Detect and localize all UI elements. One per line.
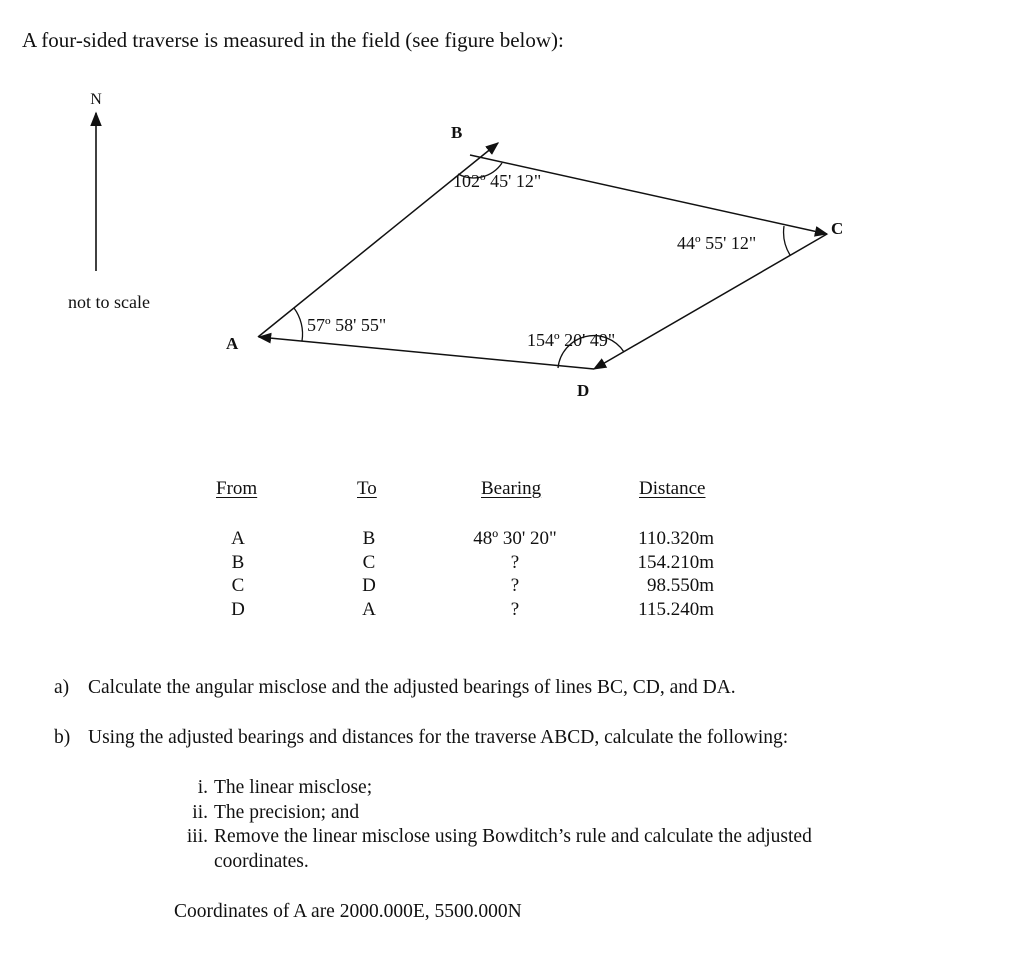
list-item-continuation: coordinates. xyxy=(214,850,309,872)
point-label-c: C xyxy=(831,219,844,238)
table-cell: C xyxy=(362,551,376,573)
question-b xyxy=(54,727,788,749)
question-b-label: b) xyxy=(54,727,71,748)
table-cell: C xyxy=(231,575,245,596)
list-item xyxy=(172,776,812,801)
table-cell: ? xyxy=(510,551,520,573)
table-header-distance: Distance xyxy=(639,478,706,499)
north-label: N xyxy=(90,91,102,108)
question-a-label: a) xyxy=(54,677,70,698)
question-b-text: Using the adjusted bearings and distances for the traverse ABCD, calculate the following: xyxy=(88,727,789,748)
table-column-distance xyxy=(614,527,714,621)
list-item-number: ii. xyxy=(192,801,208,823)
point-label-b: B xyxy=(451,123,463,142)
question-a xyxy=(54,677,736,699)
table-cell: D xyxy=(362,575,376,596)
table-cell: A xyxy=(362,598,376,620)
question-a-text: Calculate the angular misclose and the adjusted bearings of lines BC, CD, and DA. xyxy=(88,677,736,698)
table-cell: 48º 30' 20" xyxy=(473,528,557,549)
line-c-d xyxy=(594,234,827,369)
angle-label-a: 57º 58' 55" xyxy=(307,315,387,335)
point-label-d: D xyxy=(577,381,590,400)
table-cell: B xyxy=(231,551,245,573)
table-column-bearing xyxy=(466,527,564,621)
list-item-number: iii. xyxy=(186,826,208,847)
table-cell: B xyxy=(362,528,376,549)
list-item-number: i. xyxy=(197,777,208,798)
angle-label-b: 102º 45' 12" xyxy=(453,171,542,191)
table-cell: A xyxy=(231,528,245,549)
table-cell: ? xyxy=(510,598,520,620)
table-cell: D xyxy=(231,598,245,620)
list-item xyxy=(172,801,812,826)
traverse-figure xyxy=(0,0,1024,460)
list-item-text: Remove the linear misclose using Bowditch’s rule and calculate the adjusted xyxy=(214,826,812,847)
angle-label-c: 44º 55' 12" xyxy=(677,233,757,253)
table-cell: 154.210m xyxy=(637,551,714,573)
list-item-text: The precision; and xyxy=(214,801,360,823)
question-b-subitems xyxy=(172,776,812,874)
angle-arc-c xyxy=(784,226,790,255)
table-column-from xyxy=(230,527,246,621)
table-cell: 98.550m xyxy=(646,575,714,596)
point-label-a: A xyxy=(226,334,239,353)
table-header-from: From xyxy=(216,478,258,499)
intro-text: A four-sided traverse is measured in the field (see figure below): xyxy=(22,28,564,52)
table-cell: ? xyxy=(510,575,520,596)
line-b-c xyxy=(470,155,827,234)
table-header-to: To xyxy=(357,478,377,499)
table-cell: 110.320m xyxy=(638,528,714,549)
table-column-to xyxy=(360,527,378,621)
angle-label-d: 154º 20' 49" xyxy=(527,330,616,350)
scale-note: not to scale xyxy=(68,292,150,312)
angle-arc-a xyxy=(294,308,303,341)
list-item-text: The linear misclose; xyxy=(214,777,373,798)
table-cell: 115.240m xyxy=(638,598,714,620)
coordinates-note: Coordinates of A are 2000.000E, 5500.000N xyxy=(174,901,522,922)
list-item xyxy=(172,825,812,850)
table-header-bearing: Bearing xyxy=(481,478,542,499)
